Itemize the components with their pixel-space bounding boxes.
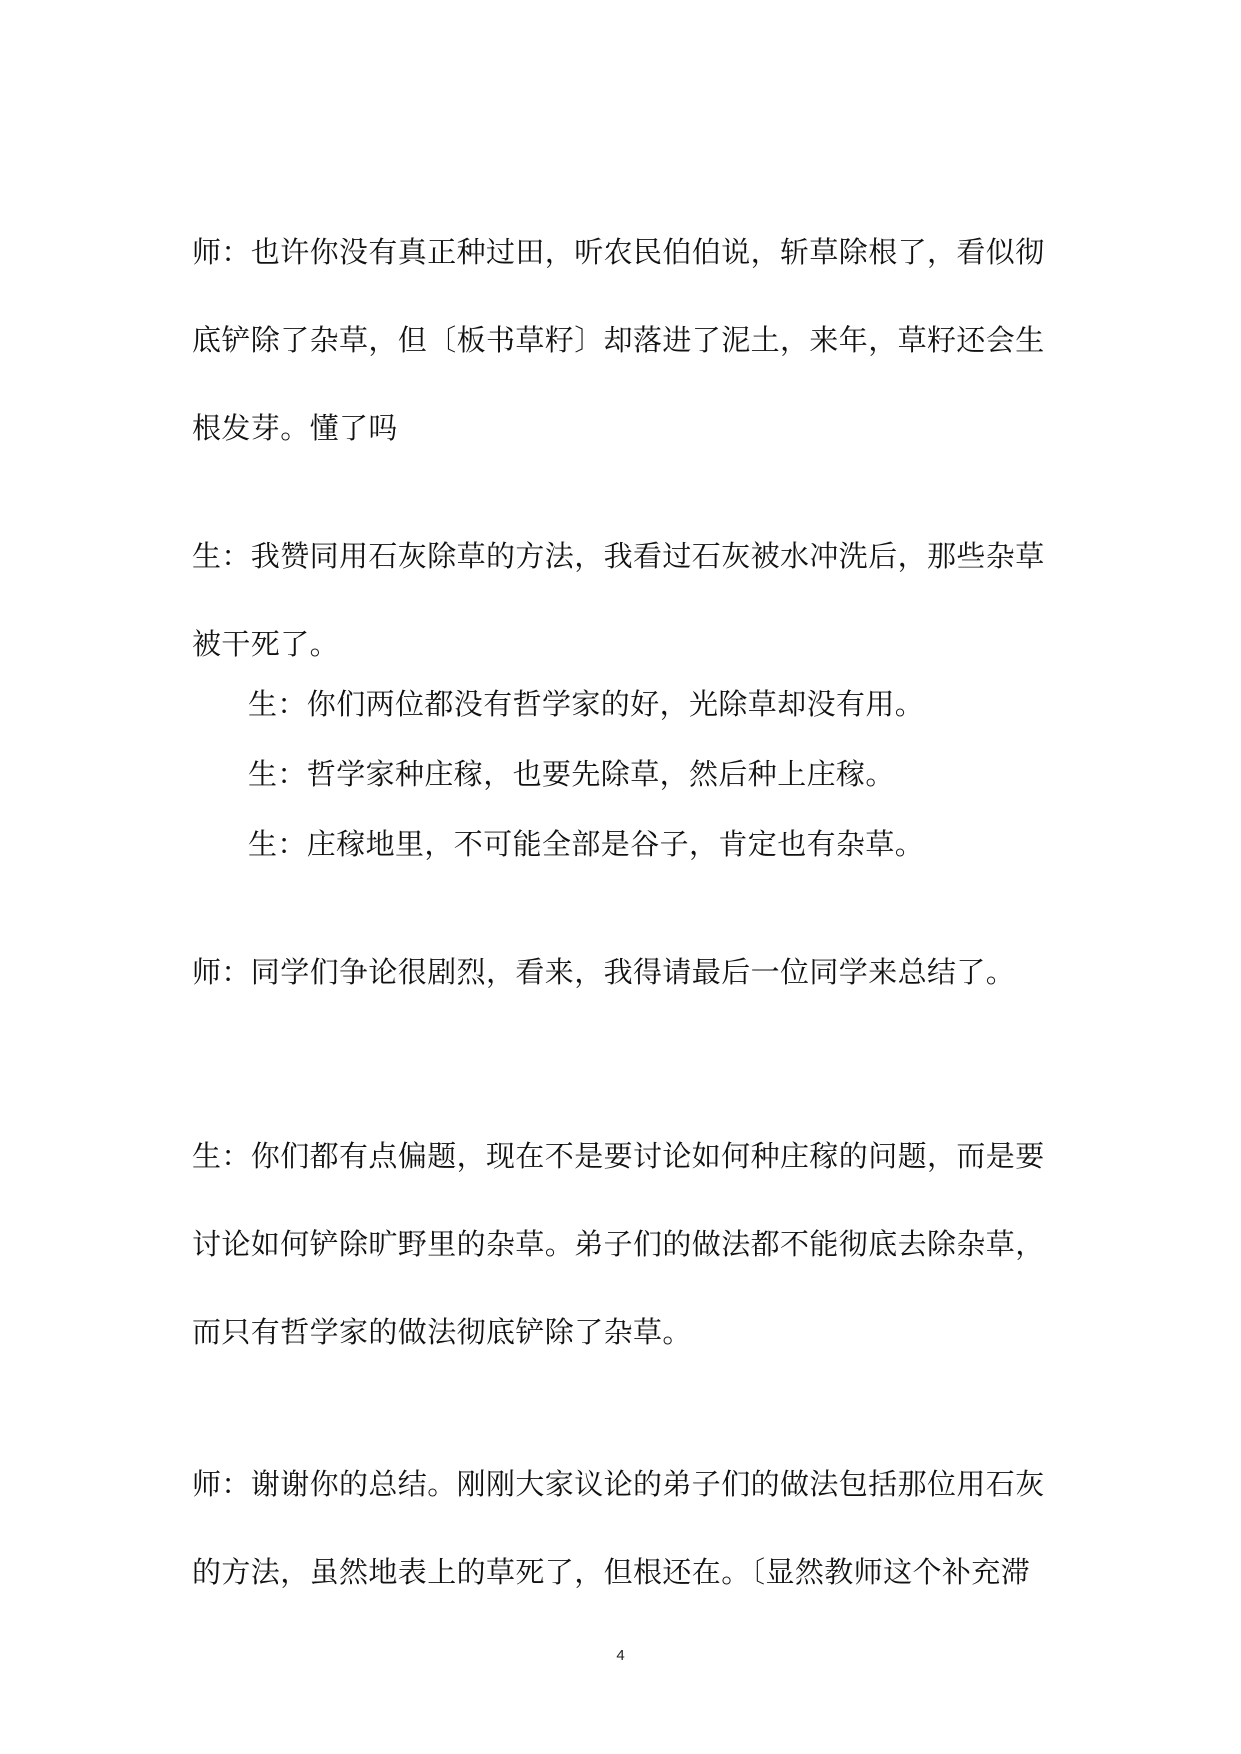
paragraph-teacher-3: 师：谢谢你的总结。刚刚大家议论的弟子们的做法包括那位用石灰的方法，虽然地表上的草死了，但根还在。〔显然教师这个补充滞: [192, 1467, 1045, 1589]
paragraph-student-4: 生：庄稼地里，不可能全部是谷子，肯定也有杂草。: [248, 827, 925, 861]
paragraph-teacher-2: 师：同学们争论很剧烈，看来，我得请最后一位同学来总结了。: [192, 955, 1016, 989]
paragraph-teacher-1: 师：也许你没有真正种过田，听农民伯伯说，斩草除根了，看似彻底铲除了杂草，但〔板书草籽〕却落进了泥土，来年，草籽还会生根发芽。懂了吗: [192, 235, 1045, 445]
paragraph-student-5: 生：你们都有点偏题，现在不是要讨论如何种庄稼的问题，而是要讨论如何铲除旷野里的杂草。弟子们的做法都不能彻底去除杂草，而只有哲学家的做法彻底铲除了杂草。: [192, 1139, 1045, 1349]
page-number: 4: [616, 1647, 625, 1664]
paragraph-student-2: 生：你们两位都没有哲学家的好，光除草却没有用。: [248, 687, 925, 721]
paragraph-student-3: 生：哲学家种庄稼，也要先除草，然后种上庄稼。: [248, 757, 895, 791]
paragraph-student-1: 生：我赞同用石灰除草的方法，我看过石灰被水冲洗后，那些杂草被干死了。: [192, 539, 1045, 661]
